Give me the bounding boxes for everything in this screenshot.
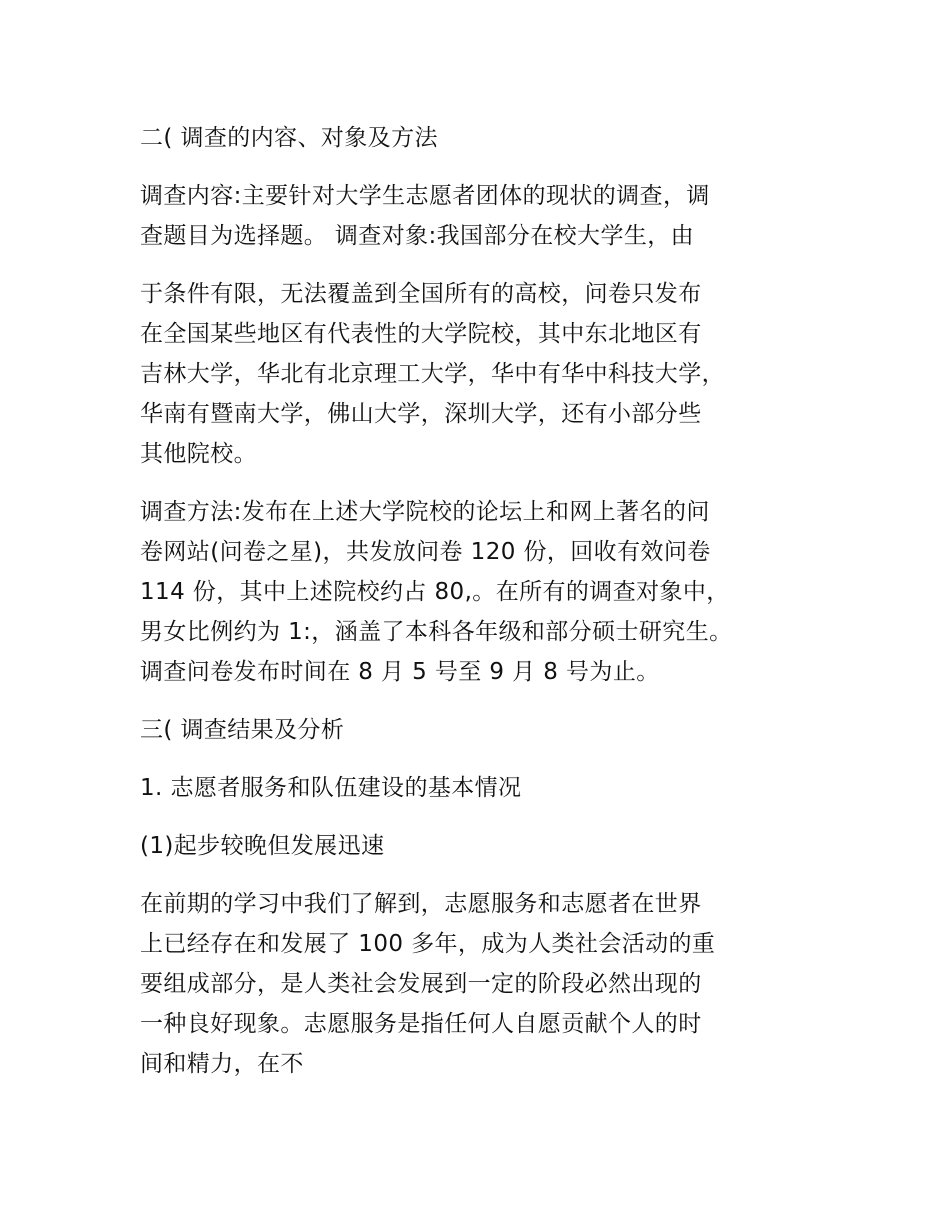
text-line: 一种良好现象。志愿服务是指任何人自愿贡献个人的时	[140, 1011, 702, 1037]
section-heading	[140, 118, 820, 158]
subsection-heading	[140, 768, 820, 808]
text-line: 于条件有限，无法覆盖到全国所有的高校，问卷只发布	[140, 281, 702, 307]
text-line: 吉林大学，华北有北京理工大学，华中有华中科技大学，	[140, 361, 725, 387]
section-heading	[140, 710, 820, 750]
text-line: 三( 调查结果及分析	[140, 717, 345, 743]
paragraph	[140, 492, 820, 692]
paragraph	[140, 274, 820, 474]
text-line: 114 份，其中上述院校约占 80,。在所有的调查对象中，	[140, 579, 730, 605]
text-line: 间和精力，在不	[140, 1051, 304, 1077]
text-line: 男女比例约为 1:，涵盖了本科各年级和部分硕士研究生。	[140, 619, 733, 645]
text-line: 上已经存在和发展了 100 多年，成为人类社会活动的重	[140, 931, 716, 957]
text-line: 华南有暨南大学，佛山大学，深圳大学，还有小部分些	[140, 401, 702, 427]
text-line: 1. 志愿者服务和队伍建设的基本情况	[140, 775, 522, 801]
subsection-heading	[140, 826, 820, 866]
paragraph	[140, 176, 820, 256]
text-line: 调查问卷发布时间在 8 月 5 号至 9 月 8 号为止。	[140, 659, 660, 685]
text-line: 二( 调查的内容、对象及方法	[140, 125, 438, 151]
text-line: 其他院校。	[140, 441, 257, 467]
text-line: 调查方法:发布在上述大学院校的论坛上和网上著名的问	[140, 499, 710, 525]
document-body	[140, 118, 820, 1102]
text-line: 在全国某些地区有代表性的大学院校，其中东北地区有	[140, 321, 702, 347]
text-line: 查题目为选择题。 调查对象:我国部分在校大学生，由	[140, 223, 695, 249]
text-line: (1)起步较晚但发展迅速	[140, 833, 385, 859]
text-line: 卷网站(问卷之星)，共发放问卷 120 份，回收有效问卷	[140, 539, 711, 565]
paragraph	[140, 884, 820, 1084]
text-line: 调查内容:主要针对大学生志愿者团体的现状的调查，调	[140, 183, 710, 209]
text-line: 要组成部分，是人类社会发展到一定的阶段必然出现的	[140, 971, 702, 997]
text-line: 在前期的学习中我们了解到，志愿服务和志愿者在世界	[140, 891, 702, 917]
